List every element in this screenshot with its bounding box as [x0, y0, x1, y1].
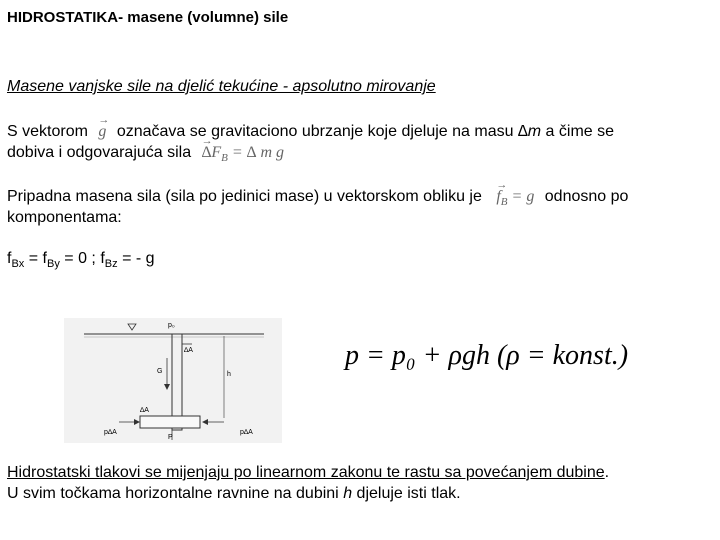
para1-line2: dobiva i odgovarajuća sila — [7, 144, 192, 161]
conclusion-line2: U svim točkama horizontalne ravnine na dubini h djeluje isti tlak. — [7, 485, 461, 502]
conclusion-line1: Hidrostatski tlakovi se mijenjaju po linearnom zakonu te rastu sa povećanjem dubine — [7, 464, 605, 481]
label-G: G — [157, 368, 163, 375]
force-formula: → $\Delta F_B$ = ∆ m g — [202, 144, 284, 161]
para1-text-b: označava se gravitaciono ubrzanje koje djeluje na masu — [116, 123, 514, 140]
para1-text-a: S vektorom — [7, 123, 88, 140]
page-title: HIDROSTATIKA- masene (volumne) sile — [7, 9, 289, 26]
para2-line1-end: odnosno po — [544, 188, 629, 205]
label-p-dA-right: p∆A — [240, 429, 253, 436]
pressure-formula: p = p₀ + ρgh (ρ = konst.) — [345, 340, 629, 371]
force-components: $f_{Bx} = f_{By} = 0$ ; $f_{Bz}$ = - g — [7, 250, 155, 271]
label-dA-left: ∆A — [140, 407, 149, 414]
label-dA-top: ∆A — [184, 347, 193, 354]
delta-m: ∆m — [517, 123, 542, 140]
label-p-dA-left: p∆A — [104, 429, 117, 436]
paragraph-gravity-line2 — [7, 142, 284, 169]
label-p0: p₀ — [168, 322, 175, 329]
para1-text-c: a čime se — [545, 123, 615, 140]
label-P: P — [168, 434, 173, 441]
para2-line2: komponentama: — [7, 209, 122, 226]
section-subtitle: Masene vanjske sile na djelić tekućine - apsolutno mirovanje — [7, 78, 436, 95]
para2-line1: Pripadna masena sila (sila po jedinici mase) u vektorskom obliku je — [7, 188, 482, 205]
vector-g: → g — [98, 121, 106, 142]
mass-force-formula: → $f_B = g$ — [496, 188, 534, 205]
hydrostatic-figure — [64, 318, 282, 443]
conclusion: Hidrostatski tlakovi se mijenjaju po linearnom zakonu te rastu sa povećanjem dubine. U svim točkama horizontalne ravnine na dubini h djeluje isti tlak. — [7, 464, 610, 502]
label-h: h — [227, 371, 231, 378]
paragraph-gravity — [7, 121, 614, 142]
